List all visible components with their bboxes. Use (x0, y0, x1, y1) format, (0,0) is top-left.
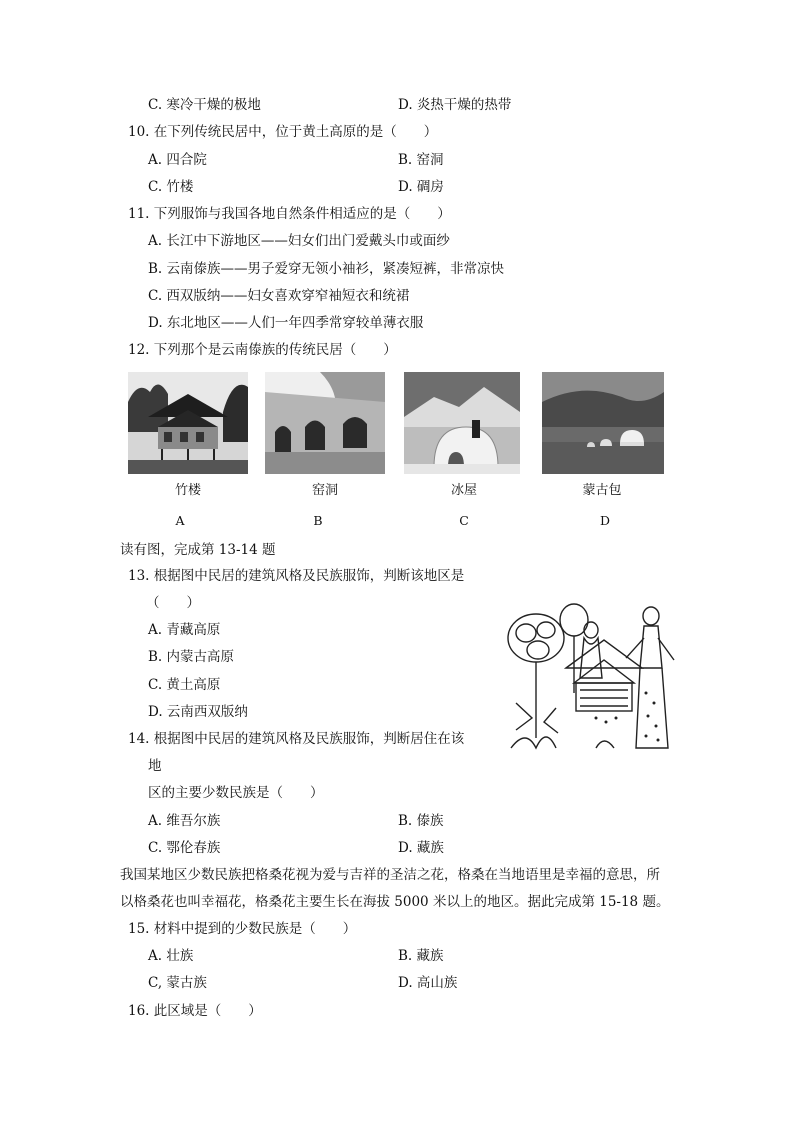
q10-option-a: A. 四合院 (148, 152, 207, 168)
q13-option-c: C. 黄土高原 (148, 677, 221, 693)
q11-option-c: C. 西双版纳——妇女喜欢穿窄袖短衣和统裙 (148, 288, 410, 304)
caption-b: 窑洞 (311, 483, 338, 498)
q12-stem: 12. 下列那个是云南傣族的传统民居（ ） (128, 342, 397, 358)
q14-stem-line2: 地 (148, 758, 162, 774)
q13-option-d: D. 云南西双版纳 (148, 704, 248, 720)
q10-stem: 10. 在下列传统民居中，位于黄土高原的是（ ） (128, 124, 438, 140)
q15-option-d: D. 高山族 (398, 975, 458, 991)
q11-option-b: B. 云南傣族——男子爱穿无领小袖衫，紧凑短裤，非常凉快 (148, 261, 505, 277)
photo-yurt (542, 372, 664, 474)
q14-option-d: D. 藏族 (398, 840, 444, 856)
photo-bamboo-house (128, 372, 248, 474)
material-line1: 我国某地区少数民族把格桑花视为爱与吉祥的圣洁之花，格桑在当地语里是幸福的意思，所 (120, 867, 660, 883)
q14-stem-line1: 14. 根据图中民居的建筑风格及民族服饰，判断居住在该 (128, 731, 465, 747)
material-line2: 以格桑花也叫幸福花，格桑花主要生长在海拔 5000 米以上的地区。据此完成第 15-18 题。 (120, 894, 670, 910)
illustration-dai-village-sketch (496, 598, 688, 760)
q14-stem-line3: 区的主要少数民族是（ ） (148, 785, 324, 801)
q9-option-c: C. 寒冷干燥的极地 (148, 97, 261, 113)
q16-stem: 16. 此区域是（ ） (128, 1003, 262, 1019)
q13-paren: （ ） (146, 595, 200, 611)
q10-option-d: D. 碉房 (398, 179, 444, 195)
photo-igloo (404, 372, 520, 474)
q14-option-b: B. 傣族 (398, 813, 444, 829)
q11-option-a: A. 长江中下游地区——妇女们出门爱戴头巾或面纱 (148, 233, 450, 249)
q15-stem: 15. 材料中提到的少数民族是（ ） (128, 921, 357, 937)
q15-option-a: A. 壮族 (148, 948, 194, 964)
photo-cave-dwelling (265, 372, 385, 474)
q10-option-c: C. 竹楼 (148, 179, 194, 195)
q10-option-b: B. 窑洞 (398, 152, 444, 168)
q14-option-a: A. 维吾尔族 (148, 813, 221, 829)
letter-d: D (599, 513, 611, 528)
caption-a: 竹楼 (174, 483, 201, 498)
q13-option-b: B. 内蒙古高原 (148, 649, 235, 665)
intro-13-14: 读有图，完成第 13-14 题 (120, 542, 276, 558)
q9-option-d: D. 炎热干燥的热带 (398, 97, 512, 113)
q15-option-c: C, 蒙古族 (148, 975, 207, 991)
caption-c: 冰屋 (450, 483, 477, 498)
q15-option-b: B. 藏族 (398, 948, 444, 964)
letter-a: A (175, 513, 185, 528)
q13-option-a: A. 青藏高原 (148, 622, 221, 638)
q14-option-c: C. 鄂伦春族 (148, 840, 221, 856)
q11-option-d: D. 东北地区——人们一年四季常穿较单薄衣服 (148, 315, 424, 331)
q13-stem: 13. 根据图中民居的建筑风格及民族服饰，判断该地区是 (128, 568, 465, 584)
q11-stem: 11. 下列服饰与我国各地自然条件相适应的是（ ） (128, 206, 451, 222)
caption-d: 蒙古包 (582, 483, 622, 498)
letter-b: B (313, 513, 323, 528)
letter-c: C (459, 513, 469, 528)
